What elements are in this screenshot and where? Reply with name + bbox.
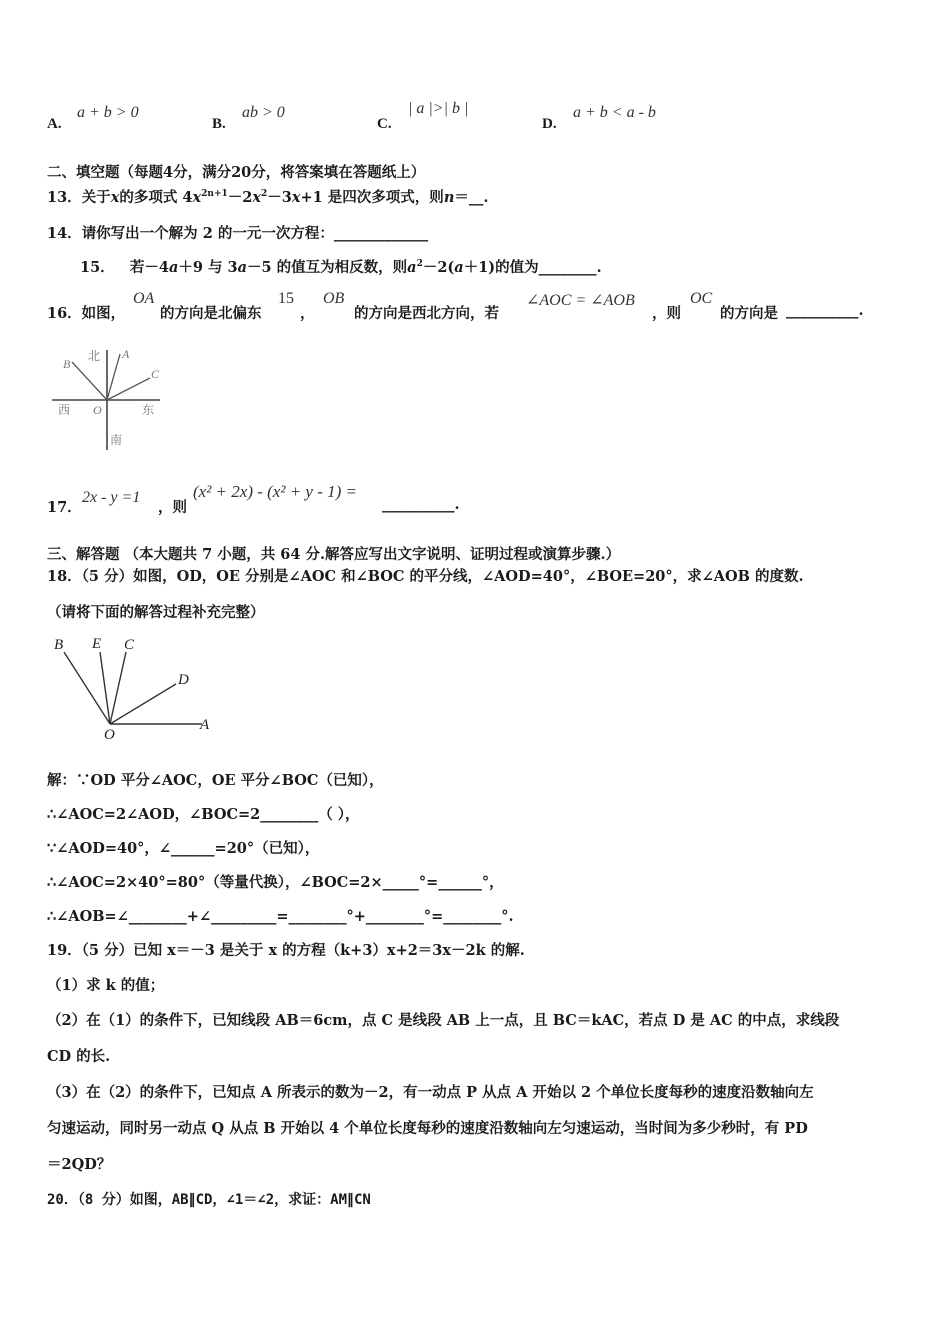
label-a: A bbox=[122, 347, 130, 361]
q19-part-2: （2）在（1）的条件下，已知线段 AB＝6cm，点 C 是线段 AB 上一点，且 BC＝kAC，若点 D 是 AC 的中点，求线段 bbox=[47, 1012, 840, 1029]
label-b: B bbox=[54, 637, 64, 653]
q13-var: x bbox=[291, 189, 301, 206]
q17-num: 17． bbox=[47, 499, 82, 516]
q13-var: x bbox=[252, 189, 261, 206]
q19-part-3-end: ＝2QD？ bbox=[47, 1156, 112, 1173]
option-d-expr: a + b < a - b bbox=[573, 104, 656, 121]
q15-text: －5 的值互为相反数，则 bbox=[247, 259, 408, 276]
q15-text: ＋1)的值为 bbox=[463, 259, 539, 276]
q16-text: ， bbox=[300, 305, 315, 322]
label-b: B bbox=[63, 357, 71, 371]
q15-answer-blank[interactable]: ________. bbox=[538, 259, 602, 276]
q16-angle-equation: ∠AOC = ∠AOB bbox=[526, 292, 635, 309]
q17-text: ，则 bbox=[158, 499, 187, 516]
q17-condition: 2x - y =1 bbox=[82, 489, 141, 506]
section2-header: 二、填空题（每题4分，满分20分，将答案填在答题纸上） bbox=[47, 164, 426, 181]
q14-text: 请你写出一个解为 2 的一元一次方程： bbox=[81, 225, 334, 242]
label-south: 南 bbox=[110, 433, 123, 447]
q15-num: 15． bbox=[80, 259, 115, 276]
q18-question: 18．（5 分）如图，OD，OE 分别是∠AOC 和∠BOC 的平分线，∠AOD=40°，∠BOE=20°，求∠AOB 的度数. bbox=[47, 568, 804, 585]
ray-oc bbox=[110, 652, 126, 724]
q13-text: －3 bbox=[267, 189, 292, 206]
option-b-expr: ab > 0 bbox=[242, 104, 285, 121]
option-a-label: A. bbox=[47, 116, 62, 132]
q19-question: 19．（5 分）已知 x＝－3 是关于 x 的方程（k+3）x+2＝3x－2k 的解. bbox=[47, 942, 525, 959]
q13-text: +1 是四次多项式，则 bbox=[300, 189, 444, 206]
q15-var: a bbox=[168, 259, 179, 276]
q15-var: a bbox=[237, 259, 248, 276]
label-west: 西 bbox=[58, 403, 71, 417]
q13-exponent: 2n+1 bbox=[201, 189, 228, 200]
label-a: A bbox=[200, 717, 210, 733]
q18-angle-figure bbox=[48, 634, 218, 744]
option-b-label: B. bbox=[212, 116, 226, 132]
q16-answer-blank[interactable]: __________. bbox=[786, 302, 864, 319]
q19-part-3: （3）在（2）的条件下，已知点 A 所表示的数为－2，有一动点 P 从点 A 开始以 2 个单位长度每秒的速度沿数轴向左 bbox=[47, 1084, 814, 1101]
question-14 bbox=[47, 222, 428, 243]
option-c-label: C. bbox=[377, 116, 392, 132]
q14-num: 14． bbox=[47, 225, 82, 242]
q18-solution-line-2[interactable]: ∴∠AOC=2∠AOD，∠BOC=2________（ ）， bbox=[47, 806, 360, 823]
q15-text: ＋9 与 3 bbox=[178, 259, 238, 276]
ray-oa bbox=[107, 354, 120, 400]
q18-solution-line-3[interactable]: ∵∠AOD=40°，∠______=20°（已知）， bbox=[47, 840, 320, 857]
q17-expression: (x² + 2x) - (x² + y - 1) = bbox=[193, 482, 358, 501]
q16-compass-figure bbox=[50, 342, 170, 452]
q17-answer-blank[interactable]: __________. bbox=[382, 496, 460, 513]
q13-var: x bbox=[110, 189, 120, 206]
q16-text: 的方向是西北方向，若 bbox=[354, 305, 499, 322]
q20-question: 20．（8 分）如图，AB∥CD，∠1＝∠2，求证：AM∥CN bbox=[47, 1192, 371, 1208]
q16-text: ，则 bbox=[652, 305, 681, 322]
q16-ob: OB bbox=[323, 290, 345, 307]
q16-degree: 15 bbox=[278, 290, 294, 307]
label-d: D bbox=[178, 672, 189, 688]
q16-oa: OA bbox=[133, 290, 155, 307]
q15-var: a bbox=[407, 259, 417, 276]
q13-var: x bbox=[192, 189, 202, 206]
ray-ob bbox=[72, 362, 107, 400]
ray-oe bbox=[100, 652, 110, 724]
label-o: O bbox=[104, 727, 115, 743]
q16-text: 的方向是北偏东 bbox=[160, 305, 262, 322]
option-d-label: D. bbox=[542, 116, 557, 132]
question-15 bbox=[80, 256, 602, 277]
ray-ob bbox=[64, 652, 110, 724]
label-c: C bbox=[124, 637, 135, 653]
q19-part-3-cont: 匀速运动，同时另一动点 Q 从点 B 开始以 4 个单位长度每秒的速度沿数轴向左匀速运动，当时间为多少秒时，有 PD bbox=[47, 1120, 808, 1137]
q13-num: 13． bbox=[47, 189, 82, 206]
option-c-expr: | a |>| b | bbox=[408, 100, 469, 117]
q13-answer-blank[interactable]: ＝__. bbox=[454, 189, 489, 206]
ray-oc bbox=[107, 378, 150, 400]
question-13 bbox=[47, 186, 488, 207]
q18-instruction: （请将下面的解答过程补充完整） bbox=[47, 604, 265, 621]
label-east: 东 bbox=[142, 403, 155, 417]
q13-text: 关于 bbox=[81, 189, 111, 206]
q18-solution-line-5[interactable]: ∴∠AOB=∠________+∠_________=________°+________°=________°. bbox=[47, 908, 514, 925]
q13-var: n bbox=[443, 189, 455, 206]
ray-od bbox=[110, 684, 176, 724]
q19-part-1: （1）求 k 的值； bbox=[47, 977, 165, 994]
q15-var: a bbox=[454, 259, 464, 276]
q16-text: 的方向是 bbox=[720, 305, 778, 322]
q19-part-2-cont: CD 的长. bbox=[47, 1048, 111, 1065]
q16-oc: OC bbox=[690, 290, 713, 307]
q13-text: 的多项式 4 bbox=[119, 189, 193, 206]
section3-header: 三、解答题 （本大题共 7 小题，共 64 分.解答应写出文字说明、证明过程或演算步骤.） bbox=[47, 546, 621, 563]
q18-solution-line-4[interactable]: ∴∠AOC=2×40°=80°（等量代换），∠BOC=2×_____°=______°， bbox=[47, 874, 504, 891]
q13-text: －2 bbox=[227, 189, 253, 206]
label-c: C bbox=[151, 367, 160, 381]
q18-solution-line-1: 解：∵OD 平分∠AOC，OE 平分∠BOC（已知）， bbox=[47, 772, 384, 789]
option-a-expr: a + b > 0 bbox=[77, 104, 139, 121]
q13-exponent: 2 bbox=[261, 189, 268, 200]
q15-text: 若－4 bbox=[129, 259, 169, 276]
q15-text: －2( bbox=[422, 259, 455, 276]
q14-answer-blank[interactable]: _____________ bbox=[333, 225, 429, 242]
label-e: E bbox=[92, 636, 102, 652]
q16-prefix: 16．如图， bbox=[47, 305, 126, 322]
q15-exponent: 2 bbox=[416, 259, 423, 270]
label-north: 北 bbox=[88, 349, 101, 363]
label-o: O bbox=[93, 403, 102, 417]
